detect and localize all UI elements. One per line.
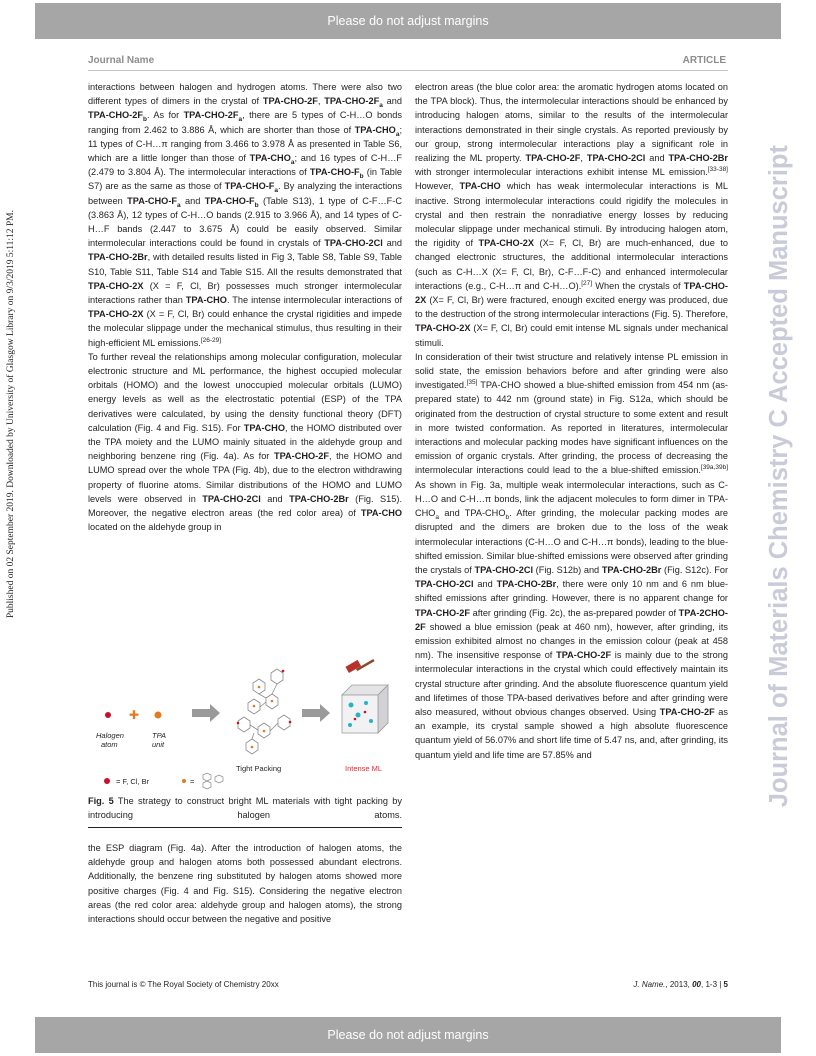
citation-footer: J. Name., 2013, 00, 1-3 | 5 <box>633 980 728 989</box>
header-rule <box>88 70 728 71</box>
tpa-unit-dot <box>155 712 162 719</box>
left-column-body <box>88 80 402 535</box>
tight-packing-label: Tight Packing <box>236 764 282 773</box>
caption-label: Fig. 5 <box>88 796 114 806</box>
caption-text: The strategy to construct bright ML materials with tight packing by introducing halogen atoms. <box>88 796 402 821</box>
label-tpa: TPA <box>152 731 167 740</box>
key-tpa-dot <box>182 779 186 783</box>
ml-strategy-diagram <box>88 643 402 793</box>
top-margin-banner: Please do not adjust margins <box>35 3 781 39</box>
key-halogen-text: = F, Cl, Br <box>116 777 150 786</box>
paragraph: the ESP diagram (Fig. 4a). After the introduction of halogen atoms, the aldehyde group and halogen atoms both possessed abundant electrons. Additionally, the benzene ring substituted by halogen atoms showed more positive charges (Fig. 4 and Fig. S15). Considering the negative electron areas (the red color area: aldehyde group and halogen atoms), the strong interactions should occur between the negative and positive <box>88 843 402 925</box>
key-halogen-dot <box>104 778 110 784</box>
label-halogen: Halogen <box>96 731 124 740</box>
footer-year: 2013 <box>669 980 688 989</box>
caption-rule <box>88 827 402 828</box>
label-unit: unit <box>152 740 165 749</box>
footer-journal: J. Name. <box>633 980 666 989</box>
paragraph: interactions between halogen and hydrogen atoms. There were also two different types of dimers in the crystal of TPA-CHO-2F, TPA-$CHO-2F_a$ and TPA-$CHO-2F_b$. As for TPA-$CHO-2F_a$, there are 5 types of C-H…O bonds ranging from 2.462 to 3.886 Å, which are shorter than those of TPA-$CHO_a$; 11 types of C-H…π ranging from 3.466 to 3.978 Å as presented in Table S6, which are a little longer than those of TPA-$CHO_a$; and 16 types of C-H…F (2.479 to 3.804 Å). The intermolecular interactions of TPA-$CHO-F_b$ (in Table S7) are as the same as those of TPA-$CHO-F_a$. By analyzing the interactions between TPA-$CHO-F_a$ and TPA-$CHO-F_b$ (Table S13), 1 type of C-F…F-C (3.863 Å), 12 types of C-H…O bands (2.915 to 3.966 Å), and 14 types of C-H…F bands (2.447 to 3.675 Å) could be easily observed. Similar intermolecular interactions could be found in crystals of TPA-CHO-2Cl and TPA-CHO-2Br, with detailed results listed in Fig 3, Table S8, Table S9, Table S10, Table S11, Table S14 and Table S15. All the results demonstrated that TPA-CHO-2X (X = F, Cl, Br) possesses much stronger intermolecular interactions rather than TPA-CHO. The intense intermolecular interactions of TPA-CHO-2X (X = F, Cl, Br) could enhance the crystal rigidities and impede the molecular slippage under the mechanical stimulus, thus resulting in their high-efficient ML emissions.[26-29] <box>88 82 403 348</box>
tpa-structure-icon <box>203 773 223 789</box>
key-tpa-equals: = <box>190 777 195 786</box>
arrow-right-icon <box>192 704 220 722</box>
intense-ml-label: Intense ML <box>345 764 383 773</box>
plus-icon: ✚ <box>129 708 140 722</box>
footer-volume: 00 <box>692 980 701 989</box>
paragraph: In consideration of their twist structure and relatively intense PL emission in solid state, the emission behaviors before and after grinding were also investigated.[35] TPA-CHO showed a blue-shifted emission from 454 nm (as-prepared state) to 442 nm (ground state) in Fig. S12a, which should be originated from the destruction of crystal structure to some extent and result in more twisted conformation. As reported in literatures, intermolecular interactions and molecular packing modes have significant influences on the emission of organic crystals. After grinding, the process of decreasing the intermolecular interactions could lead to the a blue-shifted emission.[39a,39b] As shown in Fig. 3a, multiple weak intermolecular interactions, such as C-H…O and C-H…π bonds, link the adjacent molecules to form dimer in TPA-$CHO_a$ and TPA-$CHO_b$. After grinding, the molecular packing modes are disrupted and the dimers are broken due to the loss of the weak intermolecular interactions (C-H…O and C-H…π bonds), leading to the blue-shifted emission. Similar blue-shifted emissions were observed after grinding the crystals of TPA-CHO-2Cl (Fig. S12b) and TPA-CHO-2Br (Fig. S12c). For TPA-CHO-2Cl and TPA-CHO-2Br, there were only 10 nm and 6 nm blue-shifted emissions after grinding. However, there is no apparent change for TPA-CHO-2F after grinding (Fig. 2c), the as-prepared powder of TPA-2CHO-2F showed a blue emission (peak at 460 nm), however, after grinding, its emission exhibited almost no changes in the emission colour (peak at 458 nm). The insensitive response of TPA-CHO-2F is mainly due to the strong intermolecular interactions in the crystal which could effectively maintain its crystal structure after grinding. And the absolute fluorescence quantum yield and lifetimes of those TPA-based derivatives before and after grinding were also measured, without obvious changes observed. Using TPA-CHO-2F as an example, its crystal sample showed a high absolute fluorescence quantum yield of 56.07% and short life time of 5.47 ns, and, after grinding, its quantum yield and life time are 57.85% and <box>415 351 728 760</box>
right-column-body <box>415 80 728 762</box>
paragraph: electron areas (the blue color area: the aromatic hydrogen atoms located on the TPA block). Thus, the intermolecular interactions should be enhanced by introducing halogen atoms, similar to the results of the intermolecular interactions demonstrated in their single crystals. As reported previously by our group, strong intermolecular interactions play a significant role in realizing the ML property. TPA-CHO-2F, TPA-CHO-2Cl and TPA-CHO-2Br with stronger intermolecular interactions exhibit intense ML emission.[33-38] However, TPA-CHO which has weak intermolecular interactions is ML inactive. Strong intermolecular interactions could rigidify the molecules in crystal and then restrain the nonradiative energy losses by reducing molecular slippage under mechanical stimuli. By introducing halogen atom, the rigidity of TPA-CHO-2X (X= F, Cl, Br) are much-enhanced, due to changed electronic structures, the additional intermolecular interactions (such as C-H…X (X= F, Cl, Br), C-F…F-C) and enhanced intermolecular interactions (e.g., C-H…π and C-H…O).[27] When the crystals of TPA-CHO-2X (X= F, Cl, Br) were fractured, enough excited energy was produced, due to the destruction of the strong intermolecular interactions (Fig. 5). Therefore, TPA-CHO-2X (X= F, Cl, Br) could emit intense ML signals under mechanical stimuli. <box>415 82 728 348</box>
hammer-icon <box>345 659 374 673</box>
journal-name-header: Journal Name <box>88 55 155 66</box>
page-number: 5 <box>723 980 728 989</box>
bottom-margin-banner: Please do not adjust margins <box>35 1017 781 1053</box>
publication-stamp <box>6 210 20 680</box>
left-column-continuation <box>88 841 402 926</box>
footer-pages: 1-3 <box>705 980 718 989</box>
article-type-header: ARTICLE <box>682 55 726 66</box>
figure-caption <box>88 794 402 822</box>
accepted-manuscript-watermark <box>765 145 805 915</box>
publication-stamp-text: Published on 02 September 2019. Downloaded by University of Glasgow Library on 9/3/2019 5:11:12 PM. <box>6 210 16 619</box>
copyright-footer: This journal is © The Royal Society of Chemistry 20xx <box>88 980 279 989</box>
paragraph: To further reveal the relationships among molecular configuration, molecular electronic structure and ML performance, the highest occupied molecular orbitals (HOMO) and the lowest unoccupied molecular orbitals (LUMO) energy levels as well as the electrostatic potential (ESP) of the TPA derivatives were calculated, by using the density functional theory (DFT) calculation (Fig. 4 and Fig. S15). For TPA-CHO, the HOMO distributed over the TPA moiety and the LUMO mainly situated in the aldehyde group and neighboring benzene ring (Fig. 4a). As for TPA-CHO-2F, the HOMO and LUMO spread over the whole TPA (Fig. 4b), due to the electron withdrawing property of fluorine atoms. Similar distributions of the HOMO and LUMO levels were observed in TPA-CHO-2Cl and TPA-CHO-2Br (Fig. S15). Moreover, the negative electron areas (the red color area) of TPA-CHO located on the aldehyde group in <box>88 351 403 533</box>
crystal-cube-icon <box>342 685 388 733</box>
arrow-right-icon <box>302 704 330 722</box>
halogen-atom-dot <box>105 712 111 718</box>
label-atom: atom <box>101 740 118 749</box>
watermark-text: Journal of Materials Chemistry C Accepted Manuscript <box>765 145 793 808</box>
molecule-packing-icon <box>238 669 290 754</box>
